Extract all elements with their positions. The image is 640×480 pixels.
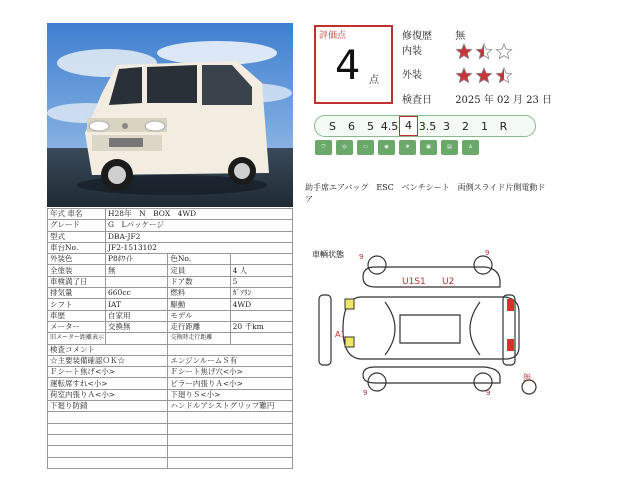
spec-value: 660cc (106, 288, 168, 299)
spec-key: 排気量 (48, 288, 106, 299)
inspect-label: 検査日 (402, 95, 432, 106)
spec-row (48, 220, 293, 231)
etc-icon: ♙ (462, 140, 479, 155)
spec-value: P8ﾎﾜｲﾄ (106, 254, 168, 265)
comment-cell (168, 457, 293, 468)
spec-row (48, 434, 293, 445)
spec-row (48, 389, 293, 400)
spec-row (48, 288, 293, 299)
interior-star-3 (497, 44, 512, 58)
equipment-text: 助手席エアバッグ ESC ベンチシート 両側スライド片側電動ドア (305, 183, 546, 204)
grade-4: 4 (399, 116, 418, 136)
abs-icon: ◉ (378, 140, 395, 155)
comment-cell (48, 434, 168, 445)
exterior-row (402, 66, 517, 85)
spec-value: 自家用 (106, 310, 168, 321)
spec-value (230, 310, 292, 321)
repair-value: 無 (455, 31, 466, 42)
comment-cell: Ｆシート焦げ穴<小> (168, 367, 293, 378)
spec-key: 全塗装 (48, 265, 106, 276)
score-box (314, 25, 393, 104)
interior-label: 内装 (402, 46, 422, 57)
spec-value (230, 254, 292, 265)
score-value: 4 (335, 43, 361, 89)
damage-mark-u2: U2 (442, 277, 455, 287)
comment-cell (48, 412, 168, 423)
spec-value: 無 (106, 265, 168, 276)
spec-value: 5 (230, 276, 292, 287)
spec-value: G Lパッケージ (106, 220, 293, 231)
comment-cell: ハンドルアシストグリップ難円 (168, 401, 293, 412)
spec-value: IAT (106, 299, 168, 310)
grade-6: 6 (348, 119, 355, 133)
comment-cell: 運転席すれ<小> (48, 378, 168, 389)
exterior-star-1 (457, 68, 472, 82)
comment-cell: 検査コメント (48, 344, 168, 355)
spec-key: 交換時走行距離 (168, 333, 230, 344)
spec-key: 旧メーター距離表示 (48, 333, 106, 344)
spec-row (48, 242, 293, 253)
repair-label: 修復歴 (402, 31, 432, 42)
spec-value: 4 人 (230, 265, 292, 276)
spec-key: モデル (168, 310, 230, 321)
exterior-star-2 (477, 68, 492, 82)
grade-R: R (499, 119, 508, 133)
comment-cell (168, 446, 293, 457)
spec-value: H28年 N BOX 4WD (106, 209, 293, 220)
spec-value (230, 333, 292, 344)
spec-key: メーター (48, 321, 106, 332)
spec-row (48, 276, 293, 287)
comment-cell (168, 344, 293, 355)
grade-3-5: 3.5 (418, 119, 437, 133)
spec-value: 4WD (230, 299, 292, 310)
comment-cell: ピラー内張りＡ<小> (168, 378, 293, 389)
spec-value (106, 333, 168, 344)
spec-row (48, 333, 293, 344)
spec-value: 20 千km (230, 321, 292, 332)
spec-row (48, 299, 293, 310)
repair-history-row (402, 27, 465, 42)
spec-row (48, 401, 293, 412)
comment-cell: 下廻りＳ<小> (168, 389, 293, 400)
spec-value (106, 276, 168, 287)
spec-row (48, 344, 293, 355)
spec-row (48, 457, 293, 468)
comment-cell: ☆主要装備確認ＯＫ☆ (48, 355, 168, 366)
spec-row (48, 254, 293, 265)
grade-4-5: 4.5 (380, 119, 399, 133)
spec-key: 定員 (168, 265, 230, 276)
exterior-label: 外装 (402, 70, 422, 81)
cruise-icon: ⛉ (315, 140, 332, 155)
grade-1: 1 (481, 119, 488, 133)
spec-key: 駆動 (168, 299, 230, 310)
spec-table (47, 208, 293, 469)
grade-5: 5 (367, 119, 374, 133)
comment-cell: 下廻り防錆 (48, 401, 168, 412)
spec-row (48, 231, 293, 242)
damage-mark-a1: A1 (335, 330, 346, 339)
spec-row (48, 209, 293, 220)
spec-key: 色No. (168, 254, 230, 265)
spec-key: 年式 車名 (48, 209, 106, 220)
damage-mark-9-bl: 9 (363, 389, 368, 397)
spec-value: DBA-JF2 (106, 231, 293, 242)
spec-row (48, 446, 293, 457)
comment-cell (48, 457, 168, 468)
comment-cell (48, 446, 168, 457)
spec-key: 車台No. (48, 242, 106, 253)
exterior-stars (455, 67, 517, 85)
spec-value: ｶﾞｿﾘﾝ (230, 288, 292, 299)
vehicle-photo (47, 23, 293, 207)
grade-scale (314, 115, 536, 137)
spec-key: 外装色 (48, 254, 106, 265)
comment-cell (168, 423, 293, 434)
comment-cell (48, 423, 168, 434)
damage-mark-9-br: 9 (486, 389, 491, 397)
interior-row (402, 42, 517, 61)
spec-key: 車歴 (48, 310, 106, 321)
spec-key: 走行距離 (168, 321, 230, 332)
navi-icon: ▤ (441, 140, 458, 155)
alloy-wheel-icon: ◎ (336, 140, 353, 155)
spec-key: ドア数 (168, 276, 230, 287)
grade-S: S (329, 119, 336, 133)
spec-value: JF2-1513102 (106, 242, 293, 253)
spec-row (48, 265, 293, 276)
comment-cell: エンジンルームＳ有 (168, 355, 293, 366)
spec-value: 交換無 (106, 321, 168, 332)
spec-row (48, 378, 293, 389)
inspection-date-row (402, 91, 552, 106)
inspect-value: 2025 年 02 月 23 日 (455, 95, 552, 106)
exterior-star-3 (497, 68, 512, 82)
spec-row (48, 412, 293, 423)
grade-2: 2 (462, 119, 469, 133)
diagram-title: 車輌状態 (312, 250, 344, 259)
damage-mark-9-tr: 9 (485, 249, 490, 257)
spec-row (48, 310, 293, 321)
interior-star-1 (457, 44, 472, 58)
ac-icon: ❄ (399, 140, 416, 155)
spec-row (48, 321, 293, 332)
spec-key: 型式 (48, 231, 106, 242)
comment-cell: Ｆシート焦げ<小> (48, 367, 168, 378)
spec-key: シフト (48, 299, 106, 310)
vehicle-condition-diagram (305, 247, 545, 407)
spec-key: 燃料 (168, 288, 230, 299)
score-label: 評価点 (319, 31, 347, 41)
tv-icon: ▣ (420, 140, 437, 155)
score-unit: 点 (369, 75, 379, 86)
spec-key: グレード (48, 220, 106, 231)
spoiler-icon: ▭ (357, 140, 374, 155)
equipment-icons (315, 140, 479, 155)
damage-mark-u1s1: U1S1 (402, 277, 426, 287)
spec-key: 車検満了日 (48, 276, 106, 287)
spec-row (48, 367, 293, 378)
no-damage-mark: 無 (523, 373, 531, 382)
interior-stars (455, 43, 517, 61)
damage-mark-9-tl: 9 (359, 253, 364, 261)
comment-cell (168, 434, 293, 445)
comment-cell: 荷室内張りＡ<小> (48, 389, 168, 400)
comment-cell (168, 412, 293, 423)
grade-3: 3 (443, 119, 450, 133)
interior-star-2 (477, 44, 492, 58)
spec-row (48, 355, 293, 366)
spec-row (48, 423, 293, 434)
